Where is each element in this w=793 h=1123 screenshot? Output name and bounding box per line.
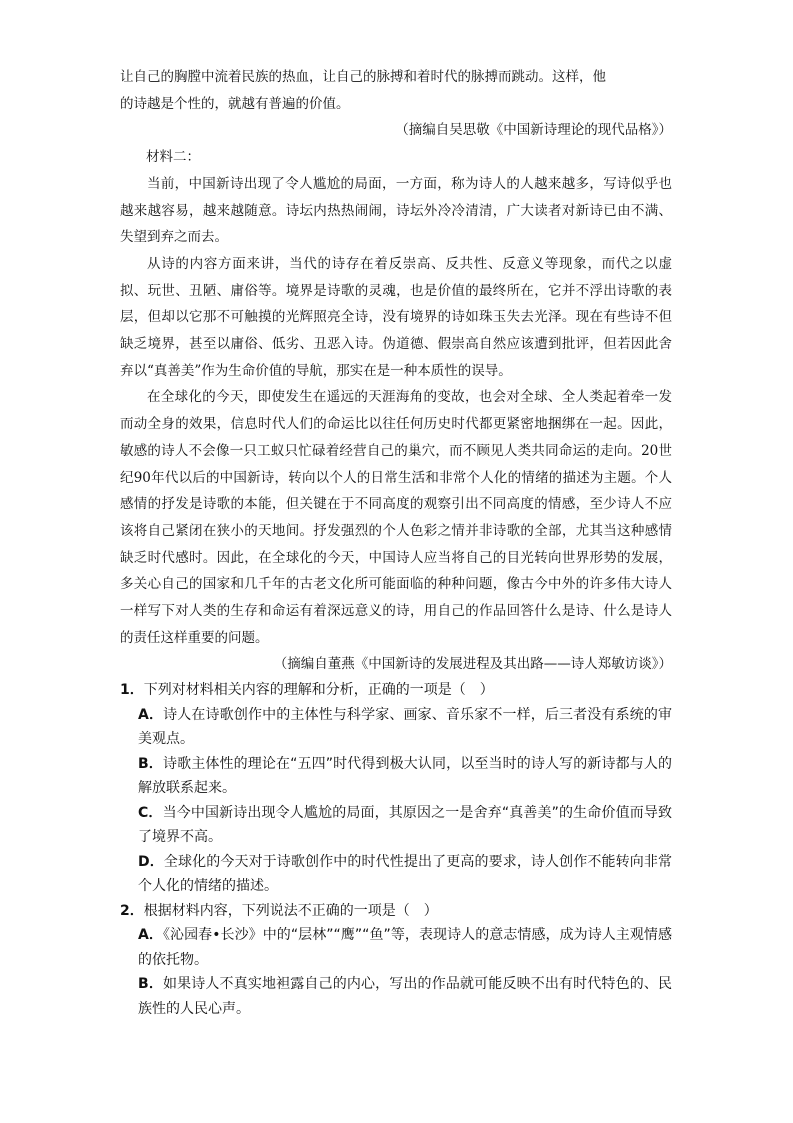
option-letter: D．	[138, 853, 164, 870]
option-text: 如果诗人不真实地袒露自己的内心，写出的作品就可能反映不出有时代特色的、民族性的人民心声。	[138, 976, 673, 1017]
source-citation-2: （摘编自董燕《中国新诗的发展进程及其出路——诗人郑敏访谈》）	[273, 656, 672, 673]
source-citation-1: （摘编自吴思敬《中国新诗理论的现代品格》）	[395, 122, 672, 139]
option-a	[138, 923, 672, 972]
question-stem	[120, 678, 672, 703]
material-continuation-line-1: 让自己的胸膛中流着民族的热血，让自己的脉搏和着时代的脉搏而跳动。这样，他	[120, 69, 606, 85]
option-text: 《沁园春•长沙》中的“层林”“鹰”“鱼”等，表现诗人的意志情感，成为诗人主观情感的依托物。	[138, 927, 672, 968]
option-letter: A．	[138, 927, 163, 944]
option-text: 诗人在诗歌创作中的主体性与科学家、画家、音乐家不一样，后三者没有系统的审美观点。	[138, 706, 673, 748]
option-b	[138, 752, 672, 801]
option-b	[138, 972, 672, 1021]
option-c	[138, 801, 672, 850]
option-letter: B．	[138, 976, 163, 993]
question-stem	[120, 899, 672, 924]
page-content	[120, 64, 672, 1021]
option-text: 诗歌主体性的理论在“五四”时代得到极大认同，以至当时的诗人写的新诗都与人的解放联系起来。	[138, 755, 673, 797]
material-2-label: 材料二：	[146, 149, 200, 166]
material-paragraph-1: 当前，中国新诗出现了令人尴尬的局面，一方面，称为诗人的人越来越多，写诗似乎也越来越容易，越来越随意。诗坛内热热闹闹，诗坛外冷冷清清，广大读者对新诗已由不满、失望到弃之而去。	[120, 175, 672, 246]
option-a	[138, 703, 672, 752]
question-text: 下列对材料相关内容的理解和分析，正确的一项是（ ）	[143, 682, 494, 699]
question-text: 根据材料内容，下列说法不正确的一项是（ ）	[143, 902, 438, 919]
option-text: 全球化的今天对于诗歌创作中的时代性提出了更高的要求，诗人创作不能转向非常个人化的情绪的描述。	[138, 853, 672, 895]
option-text: 当今中国新诗出现令人尴尬的局面，其原因之一是舍弃“真善美”的生命价值而导致了境界不高。	[138, 804, 672, 846]
question-2	[120, 899, 672, 1022]
option-letter: B．	[138, 755, 163, 772]
option-d	[138, 850, 672, 899]
question-1	[120, 678, 672, 899]
material-continuation-line-2: 的诗越是个性的，就越有普遍的价值。	[120, 95, 350, 112]
material-paragraph-3: 在全球化的今天，即使发生在遥远的天涯海角的变故，也会对全球、全人类起着牵一发而动全身的效果，信息时代人们的命运比以往任何历史时代都更紧密地捆绑在一起。因此，敏感的诗人不会像一只工蚁只忙碌着经营自己的巢穴，而不顾见人类共同命运的走向。20世纪90年代以后的中国新诗，转向以个人的日常生活和非常个人化的情绪的描述为主题。个人感情的抒发是诗歌的本能，但关键在于不同高度的观察引出不同高度的情感，至少诗人不应该将自己紧闭在狭小的天地间。抒发强烈的个人色彩之情并非诗歌的全部，尤其当这种感情缺乏时代感时。因此，在全球化的今天，中国诗人应当将自己的目光转向世界形势的发展，多关心自己的国家和几千年的古老文化所可能面临的种种问题，像古今中外的许多伟大诗人一样写下对人类的生存和命运有着深远意义的诗，用自己的作品回答什么是诗、什么是诗人的责任这样重要的问题。	[120, 389, 672, 646]
question-number: 1．	[120, 682, 144, 699]
question-number: 2．	[120, 902, 144, 919]
option-letter: C．	[138, 804, 163, 821]
option-letter: A．	[138, 706, 164, 723]
material-paragraph-2: 从诗的内容方面来讲，当代的诗存在着反崇高、反共性、反意义等现象，而代之以虚拟、玩世、丑陋、庸俗等。境界是诗歌的灵魂，也是价值的最终所在，它并不浮出诗歌的表层，但却以它那不可触摸的光辉照亮全诗，没有境界的诗如珠玉失去光泽。现在有些诗不但缺乏境界，甚至以庸俗、低劣、丑恶入诗。伪道德、假崇高自然应该遭到批评，但若因此舍弃以“真善美”作为生命价值的导航，那实在是一种本质性的误导。	[120, 255, 672, 379]
